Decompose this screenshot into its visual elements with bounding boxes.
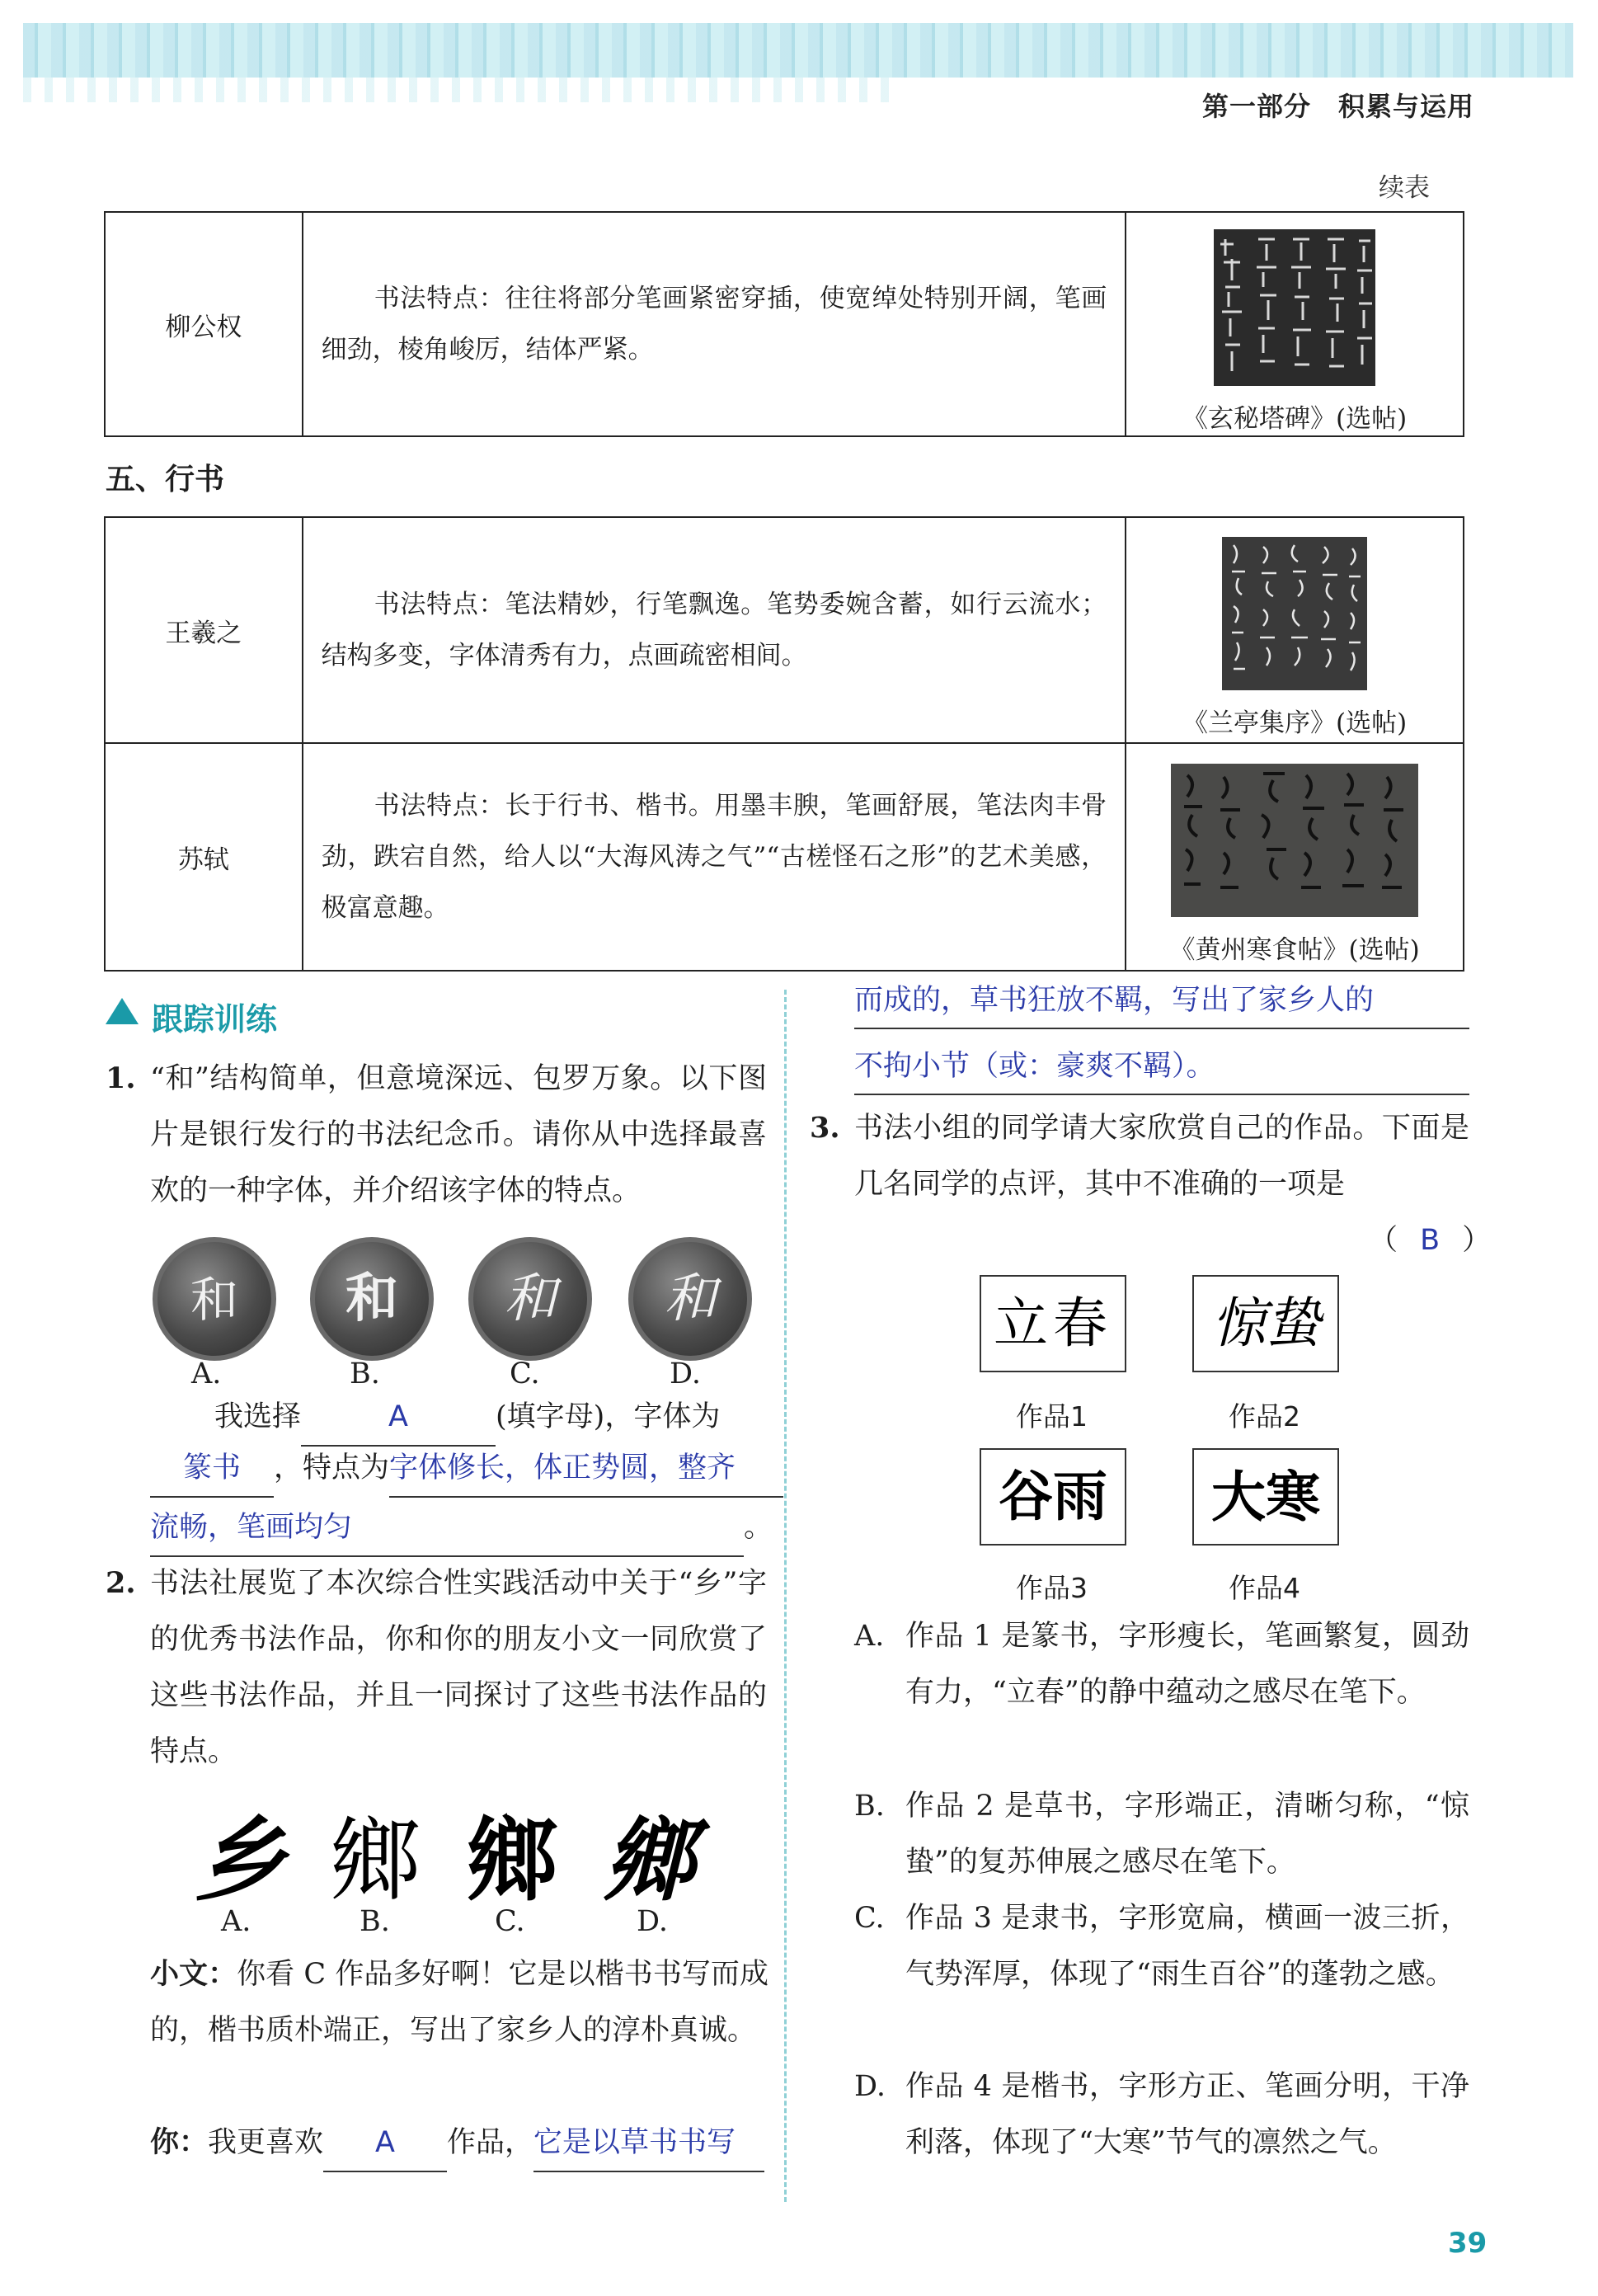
option-label: B. — [360, 1905, 390, 1938]
question-2 — [106, 1555, 767, 1780]
question-text: “和”结构简单，但意境深远、包罗万象。以下图片是银行发行的书法纪念币。请你从中选择最喜欢的一种字体，并介绍该字体的特点。 — [150, 1062, 767, 1207]
coin-a — [153, 1237, 276, 1361]
option-c — [854, 1890, 1469, 2002]
coin-b — [310, 1237, 434, 1361]
question-number: 3. — [810, 1111, 840, 1145]
reason-answer-cont: 而成的，草书狂放不羁，写出了家乡人的 — [854, 973, 1469, 1029]
feature-answer: 字体修长，体正势圆，整齐 — [389, 1440, 783, 1498]
lantingji-preface-image — [1222, 537, 1367, 690]
xiaowen-comment — [150, 1946, 768, 2058]
table-row — [105, 517, 1464, 743]
calligrapher-name: 苏轼 — [105, 743, 303, 971]
work-3-image: 谷雨 — [980, 1448, 1126, 1546]
option-label: C. — [510, 1357, 540, 1390]
option-a — [854, 1608, 1469, 1720]
answer-line-1 — [214, 1389, 720, 1447]
running-script-table — [104, 516, 1464, 972]
choice-answer: A — [301, 1389, 496, 1447]
option-key: C. — [854, 1902, 885, 1935]
feature-answer-cont: 流畅，笔画均匀 — [150, 1499, 744, 1557]
calligrapher-name: 王羲之 — [105, 517, 303, 743]
option-text: 作品 1 是篆书，字形瘦长，笔画繁复，圆劲有力，“立春”的静中蕴动之感尽在笔下。 — [905, 1620, 1469, 1709]
option-key: D. — [854, 2070, 886, 2103]
continued-label: 续表 — [1379, 173, 1430, 203]
xiang-char-c: 鄉 — [467, 1807, 557, 1913]
header-band-fade — [23, 78, 889, 102]
coin-glyph: 和 — [504, 1268, 557, 1329]
xuanmi-stele-image — [1214, 229, 1375, 386]
reason-answer-cont: 不拘小节（或：豪爽不羁）。 — [854, 1039, 1469, 1095]
question-1 — [106, 1051, 767, 1219]
calligraphy-description: 书法特点：长于行书、楷书。用墨丰腴，笔画舒展，笔法肉丰骨劲，跌宕自然，给人以“大海风涛之气”“古槎怪石之形”的艺术美感，极富意趣。 — [303, 743, 1126, 971]
calligraphy-description: 书法特点：往往将部分笔画紧密穿插，使宽绰处特别开阔，笔画细劲，棱角峻厉，结体严紧。 — [303, 212, 1126, 436]
work-label: 作品2 — [1229, 1400, 1300, 1433]
section-title: 第一部分 积累与运用 — [1201, 91, 1474, 122]
your-comment — [150, 2115, 764, 2172]
option-label: B. — [350, 1357, 380, 1390]
xiang-char-b: 鄉 — [330, 1808, 421, 1913]
answer-line-3 — [150, 1499, 773, 1557]
speaker-label: 小文： — [150, 1958, 237, 1991]
choose-suffix: (填字母)，字体为 — [496, 1400, 721, 1433]
work-label: 作品1 — [1016, 1400, 1088, 1433]
coin-glyph: 和 — [664, 1268, 717, 1329]
option-label: D. — [670, 1357, 701, 1390]
question-text: 书法小组的同学请大家欣赏自己的作品。下面是几名同学的点评，其中不准确的一项是 — [854, 1112, 1469, 1201]
option-key: A. — [854, 1620, 885, 1653]
coin-d — [628, 1237, 752, 1361]
option-label: C. — [495, 1905, 525, 1938]
column-divider — [784, 990, 787, 2202]
xiang-char-a: 乡 — [195, 1808, 285, 1913]
font-answer: 篆书 — [150, 1440, 274, 1498]
reason-continuation — [854, 973, 1469, 1095]
option-b — [854, 1778, 1469, 1890]
question-number: 1. — [106, 1061, 136, 1095]
reason-answer: 它是以草书书写 — [533, 2115, 764, 2172]
work-label: 作品4 — [1229, 1572, 1300, 1604]
option-key: B. — [854, 1790, 885, 1823]
calligrapher-table-continued — [104, 211, 1464, 437]
work-2-image: 惊蛰 — [1192, 1275, 1339, 1372]
coin-glyph: 和 — [190, 1272, 238, 1328]
work-label: 作品3 — [1016, 1572, 1088, 1604]
table-row — [105, 743, 1464, 971]
calligrapher-name: 柳公权 — [105, 212, 303, 436]
page-number: 39 — [1448, 2227, 1488, 2260]
coin-c — [468, 1237, 592, 1361]
question-text: 书法社展览了本次综合性实践活动中关于“乡”字的优秀书法作品，你和你的朋友小文一同欣赏了这些书法作品，并且一同探讨了这些书法作品的特点。 — [150, 1567, 767, 1768]
option-label: A. — [191, 1357, 222, 1390]
calligraphy-sample-cell — [1126, 517, 1464, 743]
question-number: 2. — [106, 1566, 136, 1600]
sentence-end: 。 — [744, 1511, 773, 1544]
option-d — [854, 2058, 1469, 2171]
section-heading: 五、行书 — [106, 463, 225, 496]
image-caption: 《兰亭集序》(选帖) — [1182, 708, 1408, 738]
header-band — [23, 23, 1573, 78]
question-3 — [810, 1100, 1469, 1212]
image-caption: 《玄秘塔碑》(选帖) — [1182, 403, 1408, 434]
speaker-label: 你： — [150, 2126, 209, 2159]
feature-prefix: ，特点为 — [274, 1451, 390, 1484]
table-row — [105, 212, 1464, 436]
choose-prefix: 我选择 — [214, 1400, 302, 1433]
answer-bracket: （ B ） — [1369, 1212, 1491, 1268]
comment-mid: 作品， — [447, 2126, 534, 2159]
calligraphy-description: 书法特点：笔法精妙，行笔飘逸。笔势委婉含蓄，如行云流水；结构多变，字体清秀有力，点画疏密相间。 — [303, 517, 1126, 743]
xiang-char-d: 鄉 — [604, 1807, 694, 1913]
option-text: 作品 4 是楷书，字形方正、笔画分明，干净利落，体现了“大寒”节气的凛然之气。 — [905, 2070, 1469, 2159]
option-label: D. — [637, 1905, 668, 1938]
work-1-image: 立春 — [980, 1275, 1126, 1372]
answer-line-2 — [150, 1440, 783, 1498]
comment-prefix: 我更喜欢 — [208, 2126, 324, 2159]
calligraphy-sample-cell — [1126, 743, 1464, 971]
option-label: A. — [221, 1905, 251, 1938]
work-answer: A — [323, 2115, 447, 2172]
calligraphy-sample-cell — [1126, 212, 1464, 436]
triangle-icon — [106, 998, 139, 1024]
option-text: 作品 2 是草书，字形端正，清晰匀称，“惊蛰”的复苏伸展之感尽在笔下。 — [905, 1790, 1469, 1879]
image-caption: 《黄州寒食帖》(选帖) — [1169, 934, 1420, 965]
option-text: 作品 3 是隶书，字形宽扁，横画一波三折，气势浑厚，体现了“雨生百谷”的蓬勃之感。 — [905, 1902, 1469, 1991]
huangzhou-cold-food-image — [1171, 764, 1418, 917]
coin-glyph: 和 — [345, 1268, 398, 1329]
comment-text: 你看 C 作品多好啊！它是以楷书书写而成的，楷书质朴端正，写出了家乡人的淳朴真诚。 — [150, 1958, 768, 2047]
q3-answer: B — [1420, 1224, 1441, 1257]
work-4-image: 大寒 — [1192, 1448, 1339, 1546]
training-heading: 跟踪训练 — [152, 1001, 278, 1037]
